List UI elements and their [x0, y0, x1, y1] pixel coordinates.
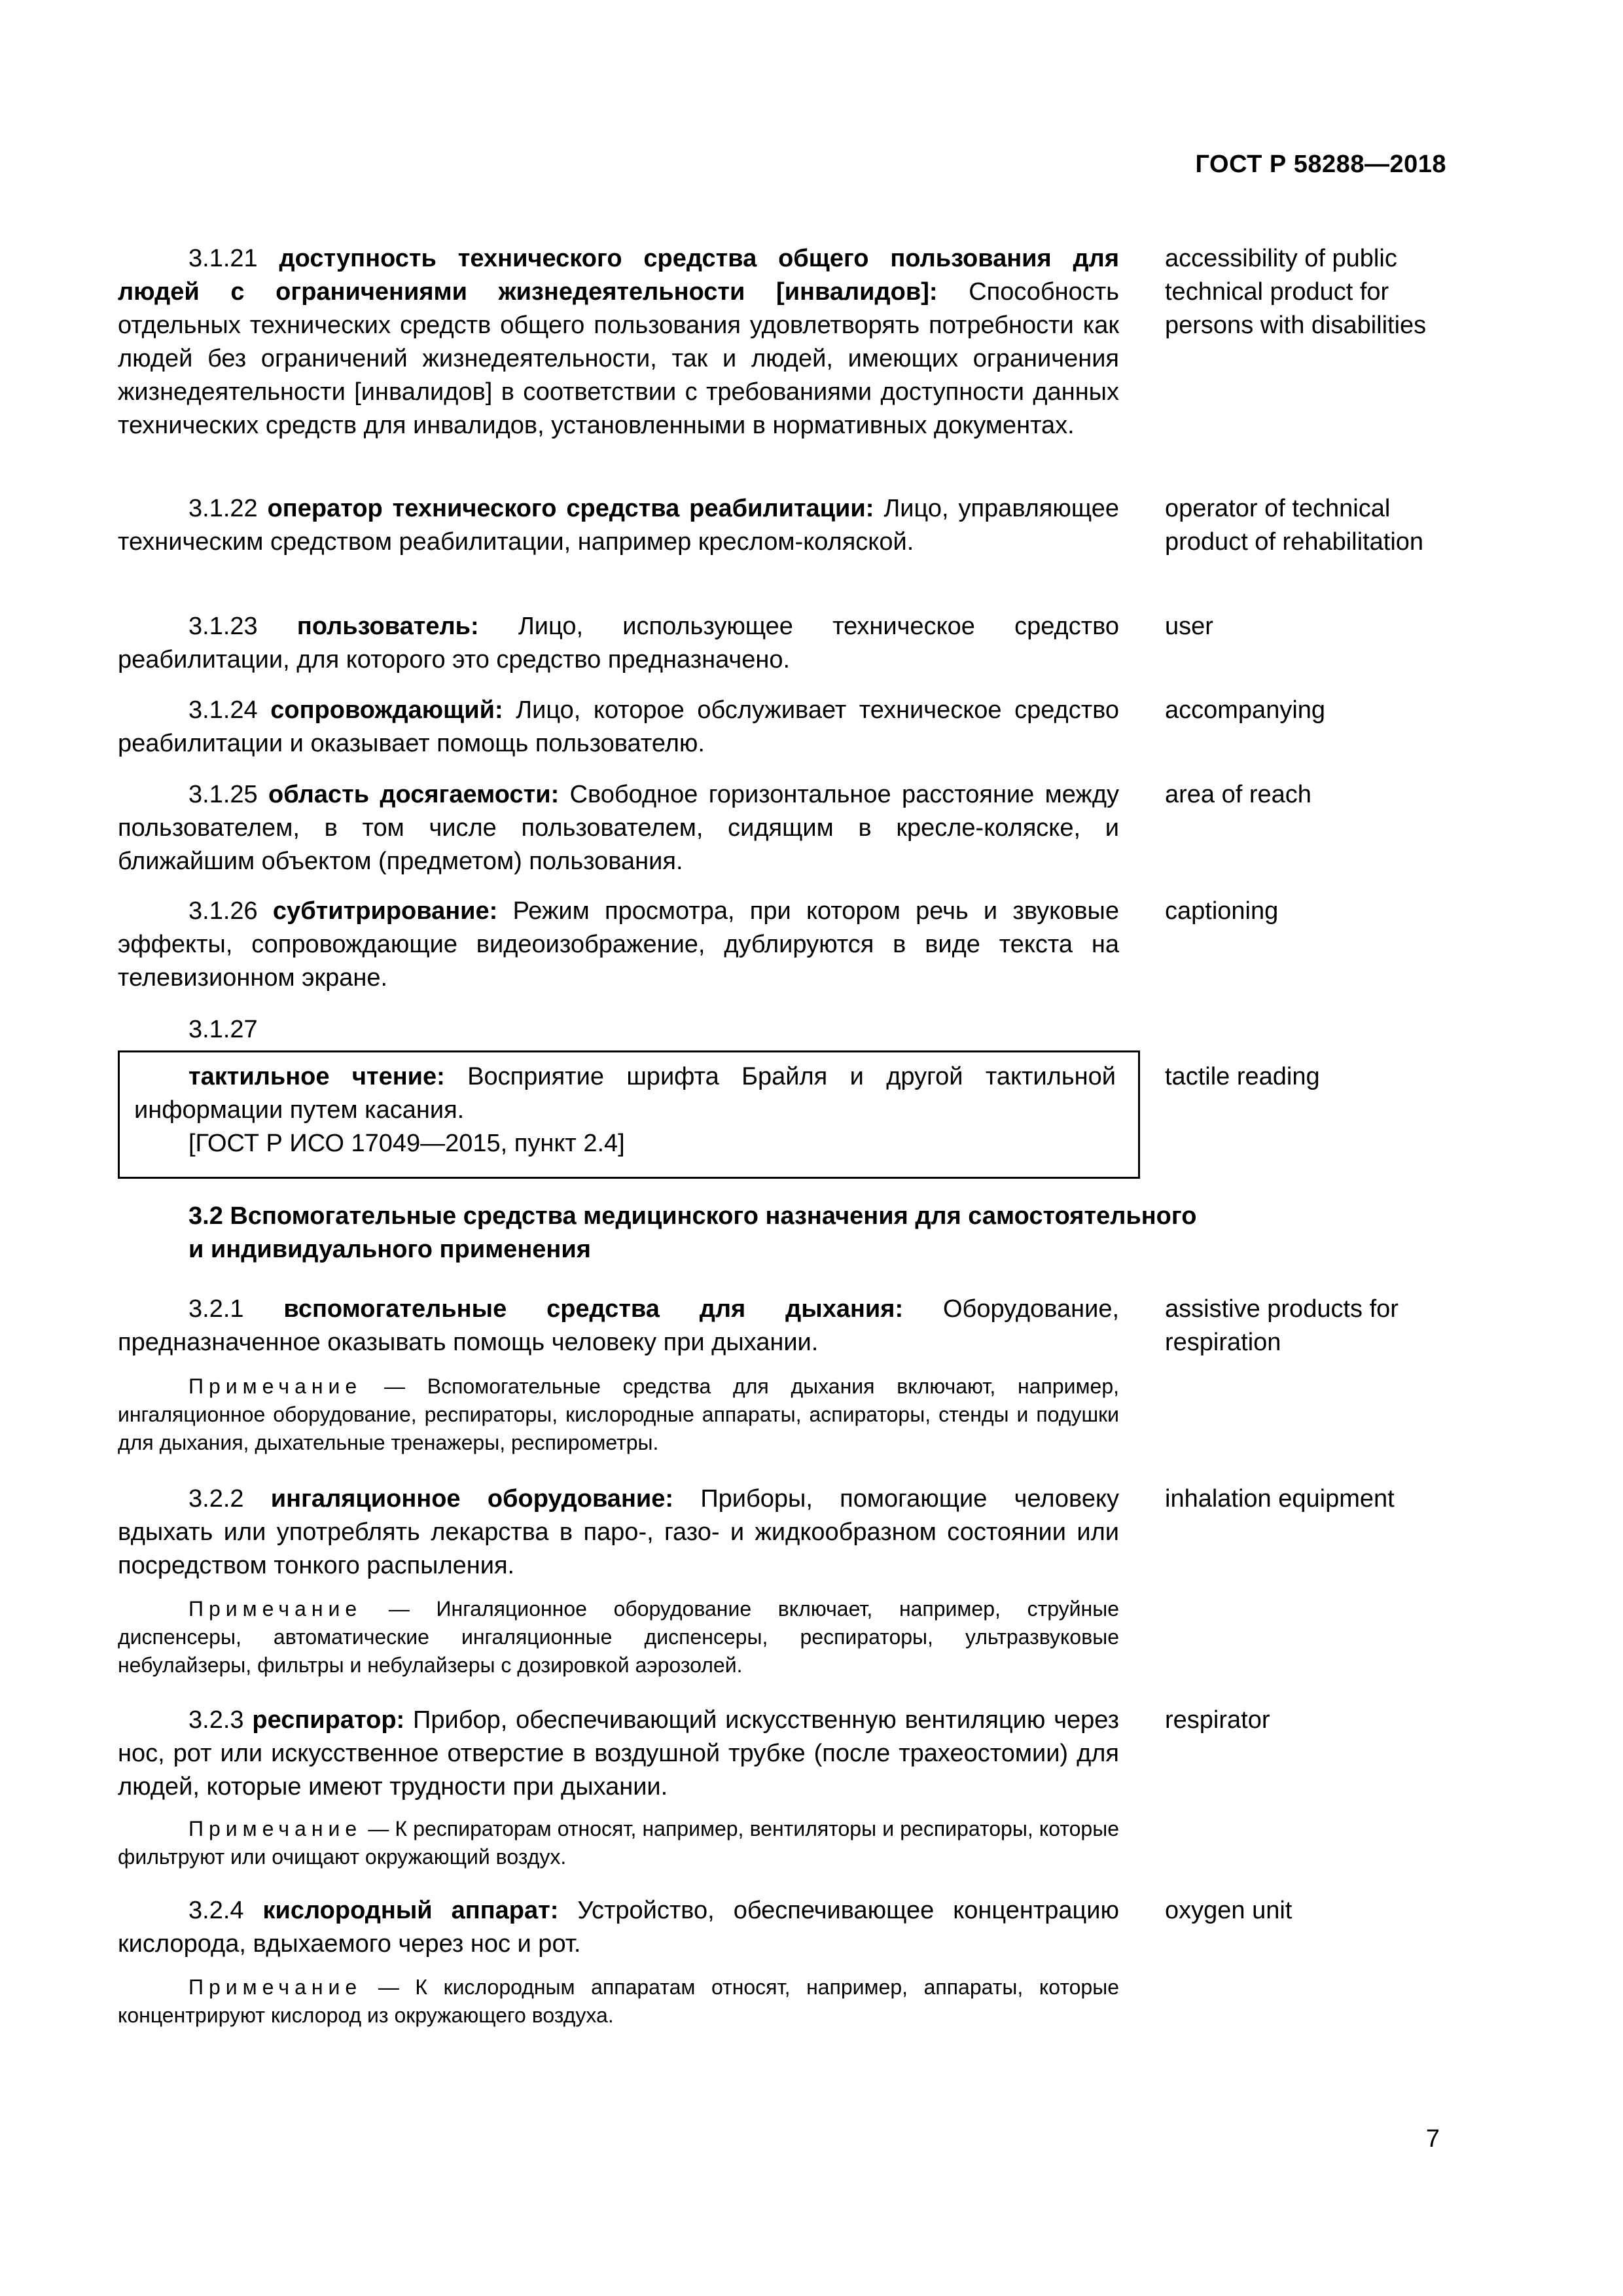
term-definition-ru [118, 694, 1119, 761]
term-definition: Способность отдельных технических средств общего пользования удовлетворять потребности как людей без ограничений жизнедеятельности, так и людей, имеющих ограничения жизнедеятельности [инвалидов] в соответствии с требованиями доступности данных технических средств для инвалидов, установленными в нормативных документах. [118, 278, 1119, 439]
term-source: [ГОСТ Р ИСО 17049—2015, пункт 2.4] [188, 1130, 625, 1157]
term-title: кислородный аппарат: [262, 1897, 559, 1924]
term-number: 3.1.23 [188, 613, 258, 640]
term-english: accessibility of public technical product for persons with disabilities [1165, 245, 1427, 339]
term-number: 3.1.24 [188, 696, 258, 724]
section-title-line-1: 3.2 Вспомогательные средства медицинского назначения для самостоятельного [188, 1202, 1197, 1230]
term-english: accompanying [1165, 696, 1326, 724]
term-english: tactile reading [1165, 1063, 1320, 1090]
term-title: область досягаемости: [268, 781, 560, 808]
term-definition-ru [118, 492, 1119, 559]
term-number: 3.2.3 [188, 1706, 244, 1734]
term-number: 3.2.4 [188, 1897, 244, 1924]
term-english: area of reach [1165, 781, 1311, 808]
document-header: ГОСТ Р 58288—2018 [1195, 151, 1446, 178]
note-text: — К кислородным аппаратам относят, например, аппараты, которые концентрируют кислород из окружающего воздуха. [118, 1975, 1120, 2027]
term-definition-ru [118, 1894, 1119, 1961]
term-definition-ru [118, 895, 1119, 995]
term-note [118, 1595, 1119, 1679]
term-definition: Лицо, которое обслуживает техническое средство реабилитации и оказывает помощь пользователю. [118, 696, 1119, 757]
note-label: Примечание [188, 1975, 363, 1999]
note-label: Примечание [188, 1817, 363, 1840]
term-definition: Лицо, управляющее техническим средством реабилитации, например креслом-коляской. [118, 495, 1119, 556]
term-title: доступность технического средства общего пользования для людей с ограничениями жизнедеятельности [инвалидов]: [118, 245, 1119, 306]
term-english: operator of technical product of rehabilitation [1165, 495, 1424, 556]
term-title: субтитрирование: [272, 897, 498, 925]
section-title-line-2: и индивидуального применения [188, 1236, 591, 1263]
term-definition: Приборы, помогающие человеку вдыхать или употреблять лекарства в паро-, газо- и жидкообразном состоянии или посредством тонкого распыления. [118, 1485, 1120, 1579]
note-label: Примечание [188, 1374, 363, 1398]
term-number: 3.1.26 [188, 897, 258, 925]
term-title: оператор технического средства реабилитации: [267, 495, 874, 522]
term-english: user [1165, 613, 1213, 640]
term-definition-ru [118, 242, 1119, 442]
term-number: 3.1.25 [188, 781, 258, 808]
term-definition-ru [118, 1293, 1119, 1359]
term-note [118, 1815, 1119, 1871]
term-number: 3.2.1 [188, 1295, 244, 1323]
note-label: Примечание [188, 1597, 363, 1621]
term-definition-ru [118, 1482, 1119, 1583]
term-definition-ru [118, 1704, 1119, 1804]
term-definition: Прибор, обеспечивающий искусственную вентиляцию через нос, рот или искусственное отверстие в воздушной трубке (после трахеостомии) для людей, которые имеют трудности при дыхании. [118, 1706, 1119, 1801]
term-definition-ru [118, 778, 1119, 878]
term-definition: Устройство, обеспечивающее концентрацию кислорода, вдыхаемого через нос и рот. [118, 1897, 1120, 1958]
term-title: пользователь: [296, 613, 479, 640]
term-english: respirator [1165, 1706, 1270, 1734]
note-text: — К респираторам относят, например, вентиляторы и респираторы, которые фильтруют или очищают окружающий воздух. [118, 1817, 1120, 1869]
note-text: — Вспомогательные средства для дыхания включают, например, ингаляционное оборудование, респираторы, кислородные аппараты, аспираторы, стенды и подушки для дыхания, дыхательные тренажеры, респирометры. [118, 1374, 1119, 1454]
term-number: 3.1.21 [188, 245, 258, 272]
term-definition: Свободное горизонтальное расстояние между пользователем, в том числе пользователем, сидящим в кресле-коляске, и ближайшим объектом (предметом) пользования. [118, 781, 1120, 875]
term-english: oxygen unit [1165, 1897, 1293, 1924]
term-english: captioning [1165, 897, 1279, 925]
term-definition: Оборудование, предназначенное оказывать помощь человеку при дыхании. [118, 1295, 1120, 1356]
term-definition-ru [134, 1060, 1116, 1127]
term-title: тактильное чтение: [188, 1063, 445, 1090]
term-english: assistive products for respiration [1165, 1295, 1399, 1356]
term-title: респиратор: [252, 1706, 405, 1734]
term-number: 3.1.27 [188, 1016, 258, 1043]
term-english: inhalation equipment [1165, 1485, 1395, 1513]
term-title: сопровождающий: [270, 696, 503, 724]
term-definition: Восприятие шрифта Брайля и другой тактильной информации путем касания. [134, 1063, 1116, 1124]
term-number: 3.1.22 [188, 495, 258, 522]
term-number: 3.2.2 [188, 1485, 244, 1513]
term-definition: Режим просмотра, при котором речь и звуковые эффекты, сопровождающие видеоизображение, дублируются в виде текста на телевизионном экране. [118, 897, 1120, 992]
term-title: вспомогательные средства для дыхания: [283, 1295, 904, 1323]
term-definition: Лицо, использующее техническое средство реабилитации, для которого это средство предназначено. [118, 613, 1120, 673]
section-title [188, 1200, 1432, 1266]
term-definition-ru [118, 610, 1119, 677]
note-text: — Ингаляционное оборудование включает, например, струйные диспенсеры, автоматические ингаляционные диспенсеры, респираторы, ультразвуковые небулайзеры, фильтры и небулайзеры с дозировкой аэрозолей. [118, 1597, 1119, 1677]
term-title: ингаляционное оборудование: [270, 1485, 674, 1513]
page-number: 7 [1425, 2125, 1440, 2153]
term-note [118, 1973, 1119, 2030]
term-note [118, 1372, 1119, 1457]
